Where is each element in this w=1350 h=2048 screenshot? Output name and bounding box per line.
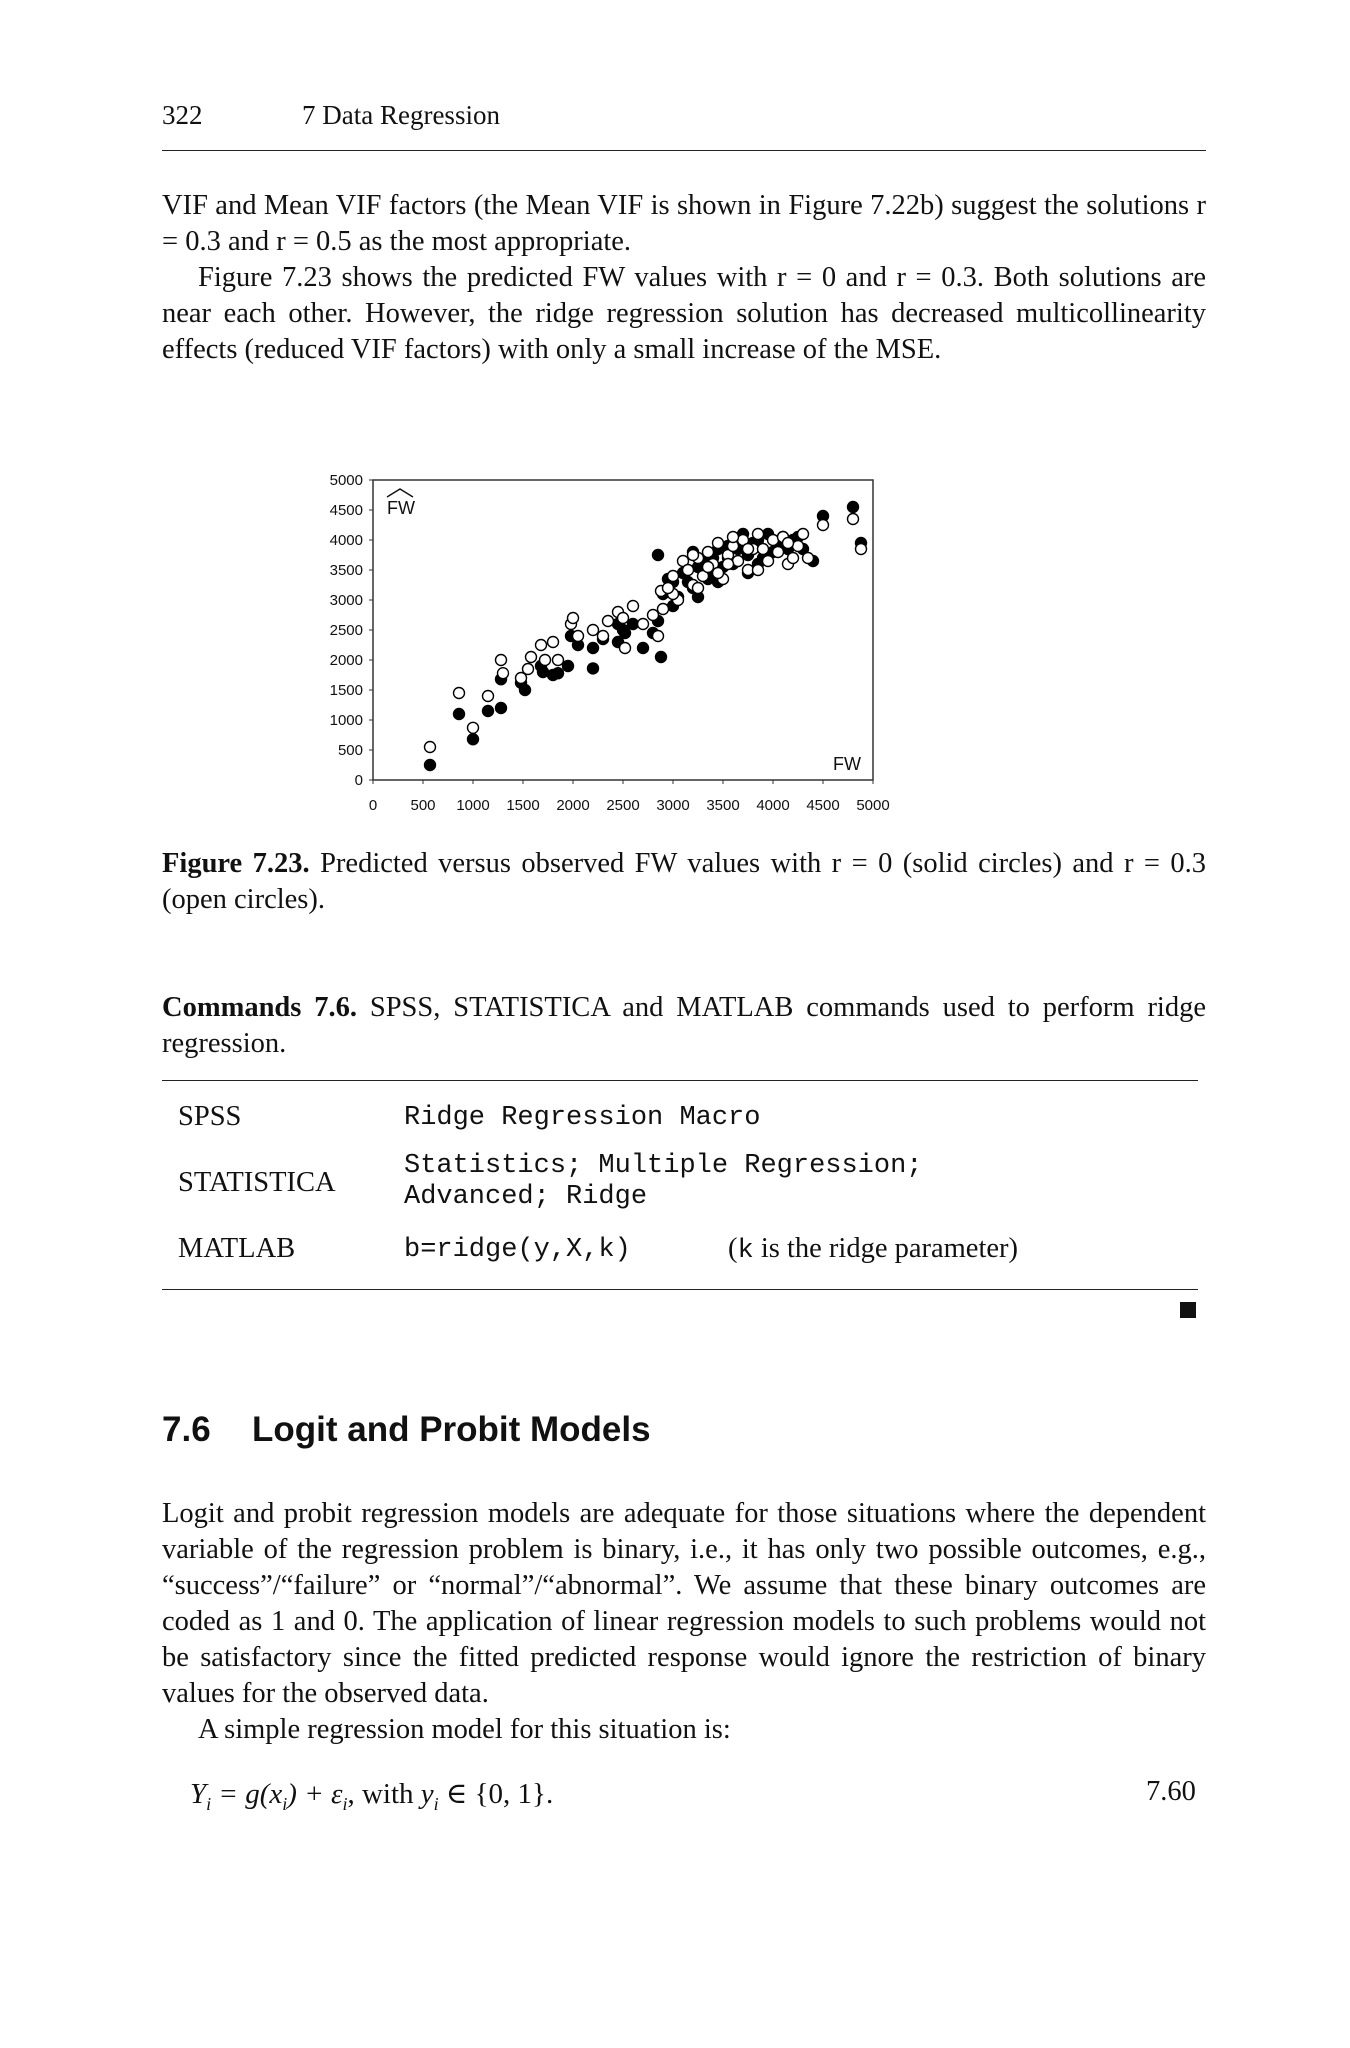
- commands-label: Commands 7.6.: [162, 992, 357, 1023]
- data-point-solid: [454, 709, 465, 720]
- end-of-commands-mark: [1180, 1302, 1196, 1318]
- data-point-open: [703, 547, 714, 558]
- data-point-open: [618, 613, 629, 624]
- y-tick-label: 0: [354, 772, 363, 789]
- matlab-note-open: (: [728, 1233, 738, 1264]
- data-point-open: [603, 616, 614, 627]
- commands-row-statistica: [162, 1151, 1198, 1221]
- data-point-open: [728, 532, 739, 543]
- data-point-open: [713, 568, 724, 579]
- data-point-open: [668, 571, 679, 582]
- spss-label: SPSS: [178, 1101, 242, 1132]
- data-point-open: [496, 655, 507, 666]
- data-point-open: [688, 550, 699, 561]
- y-tick-label: 5000: [329, 472, 363, 489]
- data-point-open: [663, 583, 674, 594]
- data-point-open: [713, 538, 724, 549]
- commands-row-spss: [162, 1081, 1198, 1151]
- data-point-open: [856, 544, 867, 555]
- statistica-command-line1: Statistics; Multiple Regression;: [404, 1151, 923, 1181]
- commands-caption: [162, 990, 1206, 1062]
- data-point-solid: [588, 643, 599, 654]
- figure-caption: [162, 846, 1206, 918]
- eq-sub-1: i: [206, 1793, 212, 1814]
- data-point-open: [454, 688, 465, 699]
- y-tick-label: 1500: [329, 682, 363, 699]
- statistica-command-line2: Advanced; Ridge: [404, 1182, 648, 1212]
- data-point-solid: [656, 652, 667, 663]
- data-point-open: [553, 655, 564, 666]
- y-tick-label: 500: [337, 742, 363, 759]
- y-tick-label: 3500: [329, 562, 363, 579]
- data-point-open: [425, 742, 436, 753]
- data-point-open: [523, 664, 534, 675]
- eq-with: , with: [347, 1778, 421, 1810]
- data-point-open: [573, 631, 584, 642]
- y-tick-label: 4000: [329, 532, 363, 549]
- matlab-command: b=ridge(y,X,k): [404, 1235, 631, 1265]
- data-point-open: [468, 722, 479, 733]
- data-point-open: [773, 547, 784, 558]
- x-tick-label: 2500: [606, 797, 640, 814]
- y-tick-label: 2500: [329, 622, 363, 639]
- x-tick-label: 1500: [506, 797, 540, 814]
- eq-middle: = g(x: [211, 1778, 283, 1810]
- paragraph-4: A simple regression model for this situation is:: [198, 1714, 731, 1745]
- data-point-open: [548, 637, 559, 648]
- data-point-open: [658, 604, 669, 615]
- data-point-open: [628, 601, 639, 612]
- data-point-solid: [638, 643, 649, 654]
- section-heading: [162, 1410, 651, 1450]
- data-point-solid: [520, 685, 531, 696]
- data-point-open: [483, 691, 494, 702]
- data-point-solid: [468, 734, 479, 745]
- y-tick-label: 3000: [329, 592, 363, 609]
- data-point-open: [683, 565, 694, 576]
- data-point-open: [768, 535, 779, 546]
- data-point-open: [648, 610, 659, 621]
- data-point-solid: [425, 760, 436, 771]
- eq-sub-4: i: [433, 1793, 439, 1814]
- data-point-open: [733, 556, 744, 567]
- statistica-label: STATISTICA: [178, 1167, 336, 1198]
- data-point-open: [540, 655, 551, 666]
- data-point-open: [753, 565, 764, 576]
- eq-close: ) + ε: [287, 1778, 343, 1810]
- data-point-open: [598, 631, 609, 642]
- data-point-open: [798, 529, 809, 540]
- data-point-open: [758, 544, 769, 555]
- section-title: Logit and Probit Models: [252, 1410, 651, 1449]
- x-tick-label: 3500: [706, 797, 740, 814]
- data-point-open: [723, 559, 734, 570]
- equation-number: 7.60: [1146, 1776, 1196, 1807]
- data-point-solid: [483, 706, 494, 717]
- commands-table: [162, 1080, 1198, 1290]
- eq-sub-2: i: [282, 1793, 288, 1814]
- eq-sub-3: i: [342, 1793, 348, 1814]
- data-point-solid: [538, 667, 549, 678]
- y-axis-label: FW: [387, 498, 415, 518]
- x-tick-label: 1000: [456, 797, 490, 814]
- data-point-open: [693, 583, 704, 594]
- chapter-title: 7 Data Regression: [302, 100, 500, 130]
- commands-row-matlab: [162, 1221, 1198, 1287]
- paragraph-2: Figure 7.23 shows the predicted FW values with r = 0 and r = 0.3. Both solutions are near each other. However, the ridge regression solution has decreased multicollinearity effects (reduced VIF factors) with only a small increase of the MSE.: [162, 262, 1206, 365]
- x-axis-label: FW: [833, 754, 861, 774]
- running-header: [162, 98, 1206, 151]
- data-point-solid: [653, 550, 664, 561]
- x-tick-label: 3000: [656, 797, 690, 814]
- data-point-solid: [563, 661, 574, 672]
- data-point-open: [783, 538, 794, 549]
- data-point-open: [753, 529, 764, 540]
- data-point-open: [803, 553, 814, 564]
- data-point-open: [536, 640, 547, 651]
- x-tick-label: 500: [410, 797, 436, 814]
- y-tick-label: 2000: [329, 652, 363, 669]
- paragraph-1: VIF and Mean VIF factors (the Mean VIF is shown in Figure 7.22b) suggest the solutions r = 0.3 and r = 0.5 as the most appropriate.: [162, 190, 1206, 257]
- matlab-label: MATLAB: [178, 1233, 296, 1264]
- data-point-open: [526, 652, 537, 663]
- eq-lhs: Y: [190, 1778, 207, 1810]
- data-point-open: [763, 556, 774, 567]
- equation-7-60: [190, 1776, 553, 1815]
- data-point-open: [743, 544, 754, 555]
- section-number: 7.6: [162, 1410, 211, 1449]
- data-point-open: [848, 514, 859, 525]
- data-point-open: [498, 668, 509, 679]
- hat-icon: [387, 489, 413, 497]
- data-point-solid: [848, 502, 859, 513]
- data-point-open: [788, 553, 799, 564]
- data-point-solid: [553, 668, 564, 679]
- matlab-note-k: k: [737, 1236, 754, 1266]
- data-point-open: [620, 643, 631, 654]
- x-tick-label: 4500: [806, 797, 840, 814]
- paragraph-3: Logit and probit regression models are adequate for those situations where the dependent variable of the regression problem is binary, i.e., it has only two possible outcomes, e.g., “success”/“failure” or “normal”/“abnormal”. We assume that these binary outcomes are coded as 1 and 0. The application of linear regression models to such problems would not be satisfactory since the fitted predicted response would ignore the restriction of binary values for the observed data.: [162, 1498, 1206, 1709]
- data-point-solid: [588, 663, 599, 674]
- x-tick-label: 4000: [756, 797, 790, 814]
- page-number: 322: [162, 100, 203, 130]
- data-point-open: [653, 631, 664, 642]
- scatter-chart: [300, 468, 1080, 838]
- x-tick-label: 0: [368, 797, 378, 814]
- figure-label: Figure 7.23.: [162, 848, 310, 879]
- data-point-open: [703, 562, 714, 573]
- data-point-open: [568, 613, 579, 624]
- data-point-open: [793, 541, 804, 552]
- data-point-open: [638, 619, 649, 630]
- matlab-note: [728, 1233, 1018, 1266]
- data-point-open: [818, 520, 829, 531]
- eq-y: y: [420, 1778, 434, 1810]
- data-point-open: [588, 625, 599, 636]
- y-tick-label: 1000: [329, 712, 363, 729]
- figure-caption-text: Predicted versus observed FW values with r = 0 (solid circles) and r = 0.3 (open circles).: [162, 848, 1206, 915]
- data-point-solid: [620, 628, 631, 639]
- commands-caption-text: SPSS, STATISTICA and MATLAB commands used to perform ridge regression.: [162, 992, 1206, 1059]
- eq-set: ∈ {0, 1}.: [438, 1778, 554, 1810]
- spss-command: Ridge Regression Macro: [404, 1103, 761, 1133]
- matlab-note-rest: is the ridge parameter): [753, 1233, 1018, 1264]
- x-tick-label: 2000: [556, 797, 590, 814]
- x-tick-label: 5000: [856, 797, 890, 814]
- y-tick-label: 4500: [329, 502, 363, 519]
- data-point-solid: [496, 703, 507, 714]
